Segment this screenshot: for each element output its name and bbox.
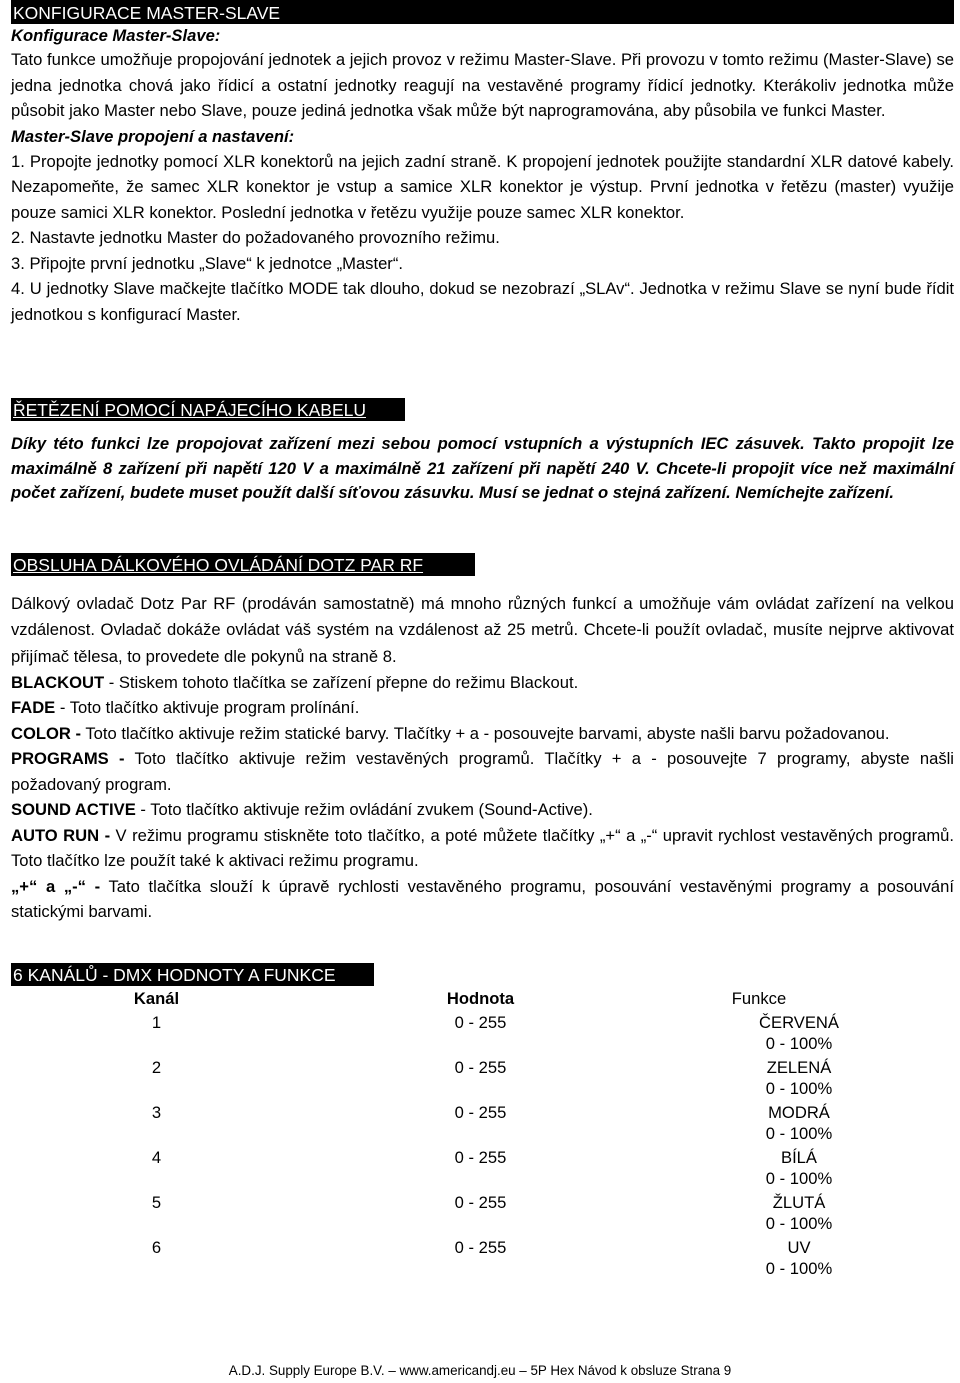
function-name: BÍLÁ (781, 1148, 817, 1167)
section-banner-power-linking: ŘETĚZENÍ POMOCÍ NAPÁJECÍHO KABELU (11, 398, 405, 421)
remote-button-item (11, 823, 954, 874)
remote-button-description: Tato tlačítka slouží k úpravě rychlosti vestavěného programu, posouvání vestavěnými programy a posouvání statickými barvami. (11, 876, 954, 922)
function-range: 0 - 100% (765, 1258, 833, 1278)
remote-button-key: PROGRAMS - (11, 749, 125, 769)
cell-channel: 1 (151, 1013, 162, 1032)
function-name: MODRÁ (768, 1103, 830, 1122)
dmx-table (11, 989, 859, 1279)
cell-value: 0 - 255 (454, 1193, 507, 1212)
cell-channel: 3 (151, 1103, 162, 1122)
remote-button-description: - Toto tlačítko aktivuje režim ovládání zvukem (Sound-Active). (135, 800, 593, 820)
page-footer: A.D.J. Supply Europe B.V. – www.americandj.eu – 5P Hex Návod k obsluze Strana 9 (228, 1363, 732, 1378)
cell-function (659, 1009, 859, 1054)
remote-button-description: - Stiskem tohoto tlačítka se zařízení přepne do režimu Blackout. (104, 672, 579, 692)
step-3: 3. Připojte první jednotku „Slave“ k jednotce „Master“. (11, 253, 403, 273)
function-range: 0 - 100% (765, 1078, 833, 1098)
function-name: ŽLUTÁ (772, 1193, 826, 1212)
cell-channel: 5 (151, 1193, 162, 1212)
remote-button-key: SOUND ACTIVE (11, 800, 136, 820)
function-range: 0 - 100% (765, 1033, 833, 1053)
remote-button-description: Toto tlačítko aktivuje režim vestavěných programů. Tlačítky + a - posouvejte 7 programy, abyste našli požadovaný program. (11, 749, 954, 794)
remote-button-item (11, 670, 954, 696)
table-row (11, 1189, 859, 1234)
cell-function (659, 1099, 859, 1144)
remote-button-description: Toto tlačítko aktivuje režim statické barvy. Tlačítky + a - posouvejte barvami, abyste našli barvu požadovanou. (81, 723, 890, 743)
cell-channel: 2 (151, 1058, 162, 1077)
cell-value: 0 - 255 (454, 1148, 507, 1167)
remote-button-description: V režimu programu stiskněte toto tlačítko, a poté můžete tlačítky „+“ a „-“ upravit rychlost vestavěných programů. Toto tlačítko lze použít také k aktivaci režimu programu. (11, 825, 954, 871)
section-master-slave (11, 0, 954, 327)
remote-button-key: BLACKOUT (11, 672, 105, 692)
cell-channel: 4 (151, 1148, 162, 1167)
section-dmx-table (11, 963, 954, 1278)
remote-button-item (11, 797, 954, 823)
cell-function (659, 1144, 859, 1189)
cell-value: 0 - 255 (454, 1238, 507, 1257)
paragraph-remote-intro: Dálkový ovladač Dotz Par RF (prodáván samostatně) má mnoho různých funkcí a umožňuje vám ovládat zařízení na velkou vzdálenost. Ovladač dokáže ovládat váš systém na vzdálenost až 25 metrů. Chcete-li použít ovladač, musíte nejprve aktivovat přijímač tělesa, to provedete dle pokynů na straně 8. (11, 594, 954, 666)
section-power-linking (11, 398, 954, 506)
paragraph-power-linking: Díky této funkci lze propojovat zařízení mezi sebou pomocí vstupních a výstupních IEC zásuvek. Takto propojit lze maximálně 8 zařízení při napětí 120 V a maximálně 21 zařízení při napětí 240 V. Chcete-li propojit více než maximální počet zařízení, budete muset použít další síťovou zásuvku. Musí se jednat o stejná zařízení. Nemíchejte zařízení. (11, 434, 954, 503)
header-function: Funkce (731, 989, 787, 1008)
function-range: 0 - 100% (765, 1213, 833, 1233)
remote-button-description: - Toto tlačítko aktivuje program prolínání. (55, 698, 360, 718)
table-row (11, 1054, 859, 1099)
header-value: Hodnota (446, 989, 515, 1008)
function-name: ZELENÁ (766, 1058, 832, 1077)
function-name: UV (787, 1238, 811, 1257)
subheading-connection-setup: Master-Slave propojení a nastavení: (11, 126, 295, 146)
cell-function (659, 1054, 859, 1099)
cell-value: 0 - 255 (454, 1103, 507, 1122)
step-4: 4. U jednotky Slave mačkejte tlačítko MODE tak dlouho, dokud se nezobrazí „SLAv“. Jednotka v režimu Slave se nyní bude řídit jednotkou s konfigurací Master. (11, 279, 954, 324)
section-banner-dmx: 6 KANÁLŮ - DMX HODNOTY A FUNKCE (11, 963, 374, 986)
remote-button-list (11, 670, 954, 925)
remote-button-item (11, 746, 954, 797)
section-remote-control (11, 553, 954, 925)
table-row (11, 1234, 859, 1279)
section-banner-remote-control: OBSLUHA DÁLKOVÉHO OVLÁDÁNÍ DOTZ PAR RF (11, 553, 475, 576)
cell-function (659, 1234, 859, 1279)
header-channel: Kanál (133, 989, 180, 1008)
paragraph-master-slave-intro: Tato funkce umožňuje propojování jednotek a jejich provoz v režimu Master-Slave. Při provozu v tomto režimu (Master-Slave) se jedna jednotka chová jako řídicí a ostatní jednotky reagují na vestavěné programy řídicí jednotky. Kterákoliv jednotka může působit jako Master nebo Slave, pouze jediná jednotka však může být naprogramována, aby působila ve funkci Master. (11, 50, 954, 120)
dmx-table-header-row (11, 989, 859, 1009)
cell-channel: 6 (151, 1238, 162, 1257)
section-banner-master-slave: KONFIGURACE MASTER-SLAVE (11, 0, 954, 24)
table-row (11, 1009, 859, 1054)
cell-function (659, 1189, 859, 1234)
table-row (11, 1099, 859, 1144)
remote-button-item (11, 874, 954, 925)
table-row (11, 1144, 859, 1189)
subheading-master-slave: Konfigurace Master-Slave: (11, 26, 221, 45)
remote-button-item (11, 695, 954, 721)
function-name: ČERVENÁ (759, 1013, 839, 1032)
function-range: 0 - 100% (765, 1168, 833, 1188)
remote-button-key: COLOR - (11, 723, 82, 743)
remote-button-key: AUTO RUN - (11, 825, 111, 845)
step-2: 2. Nastavte jednotku Master do požadovaného provozního režimu. (11, 228, 500, 247)
step-1: 1. Propojte jednotky pomocí XLR konektorů na jejich zadní straně. K propojení jednotek použijte standardní XLR datové kabely. Nezapomeňte, že samec XLR konektor je vstup a samice XLR konektor je výstup. První jednotka v řetězu (master) využije pouze samici XLR konektor. Poslední jednotka v řetězu využije pouze samec XLR konektor. (11, 151, 954, 222)
cell-value: 0 - 255 (454, 1058, 507, 1077)
cell-value: 0 - 255 (454, 1013, 507, 1032)
function-range: 0 - 100% (765, 1123, 833, 1143)
remote-button-key: „+“ a „-“ - (11, 876, 101, 896)
remote-button-item (11, 721, 954, 747)
remote-button-key: FADE (11, 698, 56, 718)
